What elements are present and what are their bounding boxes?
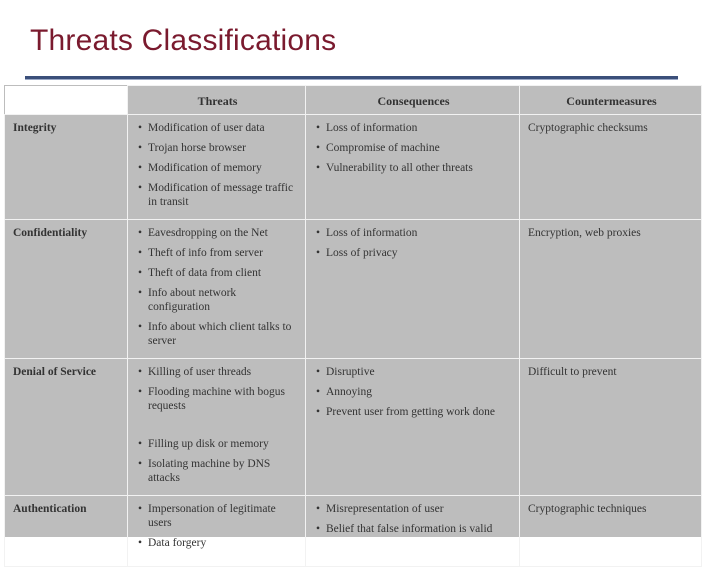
countermeasures-cell: Cryptographic checksums (520, 115, 702, 220)
list-item: • Filling up disk or memory (148, 437, 299, 451)
list-item: • Annoying (326, 385, 513, 399)
consequences-cell (306, 496, 520, 567)
list-item: • Info about network configuration (148, 286, 299, 314)
list-item: • Disruptive (326, 365, 513, 379)
list-item: • Belief that false information is valid (326, 522, 513, 536)
title-divider (25, 76, 678, 80)
threats-cell (128, 220, 306, 359)
table-row (5, 496, 702, 567)
row-category: Integrity (5, 115, 128, 220)
threats-table (4, 85, 702, 567)
header-corner (5, 86, 128, 115)
list-item: • Loss of information (326, 121, 513, 135)
consequences-cell (306, 359, 520, 496)
row-category: Authentication (5, 496, 128, 567)
threats-cell (128, 115, 306, 220)
threats-cell (128, 359, 306, 496)
consequences-cell (306, 115, 520, 220)
header-countermeasures: Countermeasures (520, 86, 702, 115)
threats-list (136, 226, 299, 348)
threats-cell (128, 496, 306, 567)
countermeasures-cell: Encryption, web proxies (520, 220, 702, 359)
row-category: Confidentiality (5, 220, 128, 359)
list-item: • Impersonation of legitimate users (148, 502, 299, 530)
list-item: • Data forgery (148, 536, 299, 550)
header-threats: Threats (128, 86, 306, 115)
consequences-list (314, 502, 513, 536)
row-category: Denial of Service (5, 359, 128, 496)
countermeasures-cell: Difficult to prevent (520, 359, 702, 496)
list-item: • Theft of data from client (148, 266, 299, 280)
list-item: • Loss of information (326, 226, 513, 240)
header-consequences: Consequences (306, 86, 520, 115)
list-item: • Flooding machine with bogus requests (148, 385, 299, 413)
consequences-list (314, 226, 513, 260)
table-header-row (5, 86, 702, 115)
list-item: • Compromise of machine (326, 141, 513, 155)
page-title: Threats Classifications (30, 24, 337, 57)
list-item: • Prevent user from getting work done (326, 405, 513, 419)
threats-list (136, 121, 299, 209)
table-row (5, 359, 702, 496)
list-item: • Modification of message traffic in transit (148, 181, 299, 209)
list-item: • Vulnerability to all other threats (326, 161, 513, 175)
list-item: • Loss of privacy (326, 246, 513, 260)
threats-list (136, 365, 299, 485)
list-item: • Eavesdropping on the Net (148, 226, 299, 240)
list-item: • Modification of user data (148, 121, 299, 135)
list-item: • Isolating machine by DNS attacks (148, 457, 299, 485)
table-row (5, 220, 702, 359)
list-item: • Misrepresentation of user (326, 502, 513, 516)
list-item: • Modification of memory (148, 161, 299, 175)
consequences-list (314, 121, 513, 175)
consequences-cell (306, 220, 520, 359)
list-item: • Info about which client talks to server (148, 320, 299, 348)
list-item: • Killing of user threads (148, 365, 299, 379)
threats-list (136, 502, 299, 550)
threats-table-container (4, 85, 701, 549)
list-item: • Theft of info from server (148, 246, 299, 260)
table-row (5, 115, 702, 220)
countermeasures-cell: Cryptographic techniques (520, 496, 702, 567)
list-item: • Trojan horse browser (148, 141, 299, 155)
consequences-list (314, 365, 513, 419)
